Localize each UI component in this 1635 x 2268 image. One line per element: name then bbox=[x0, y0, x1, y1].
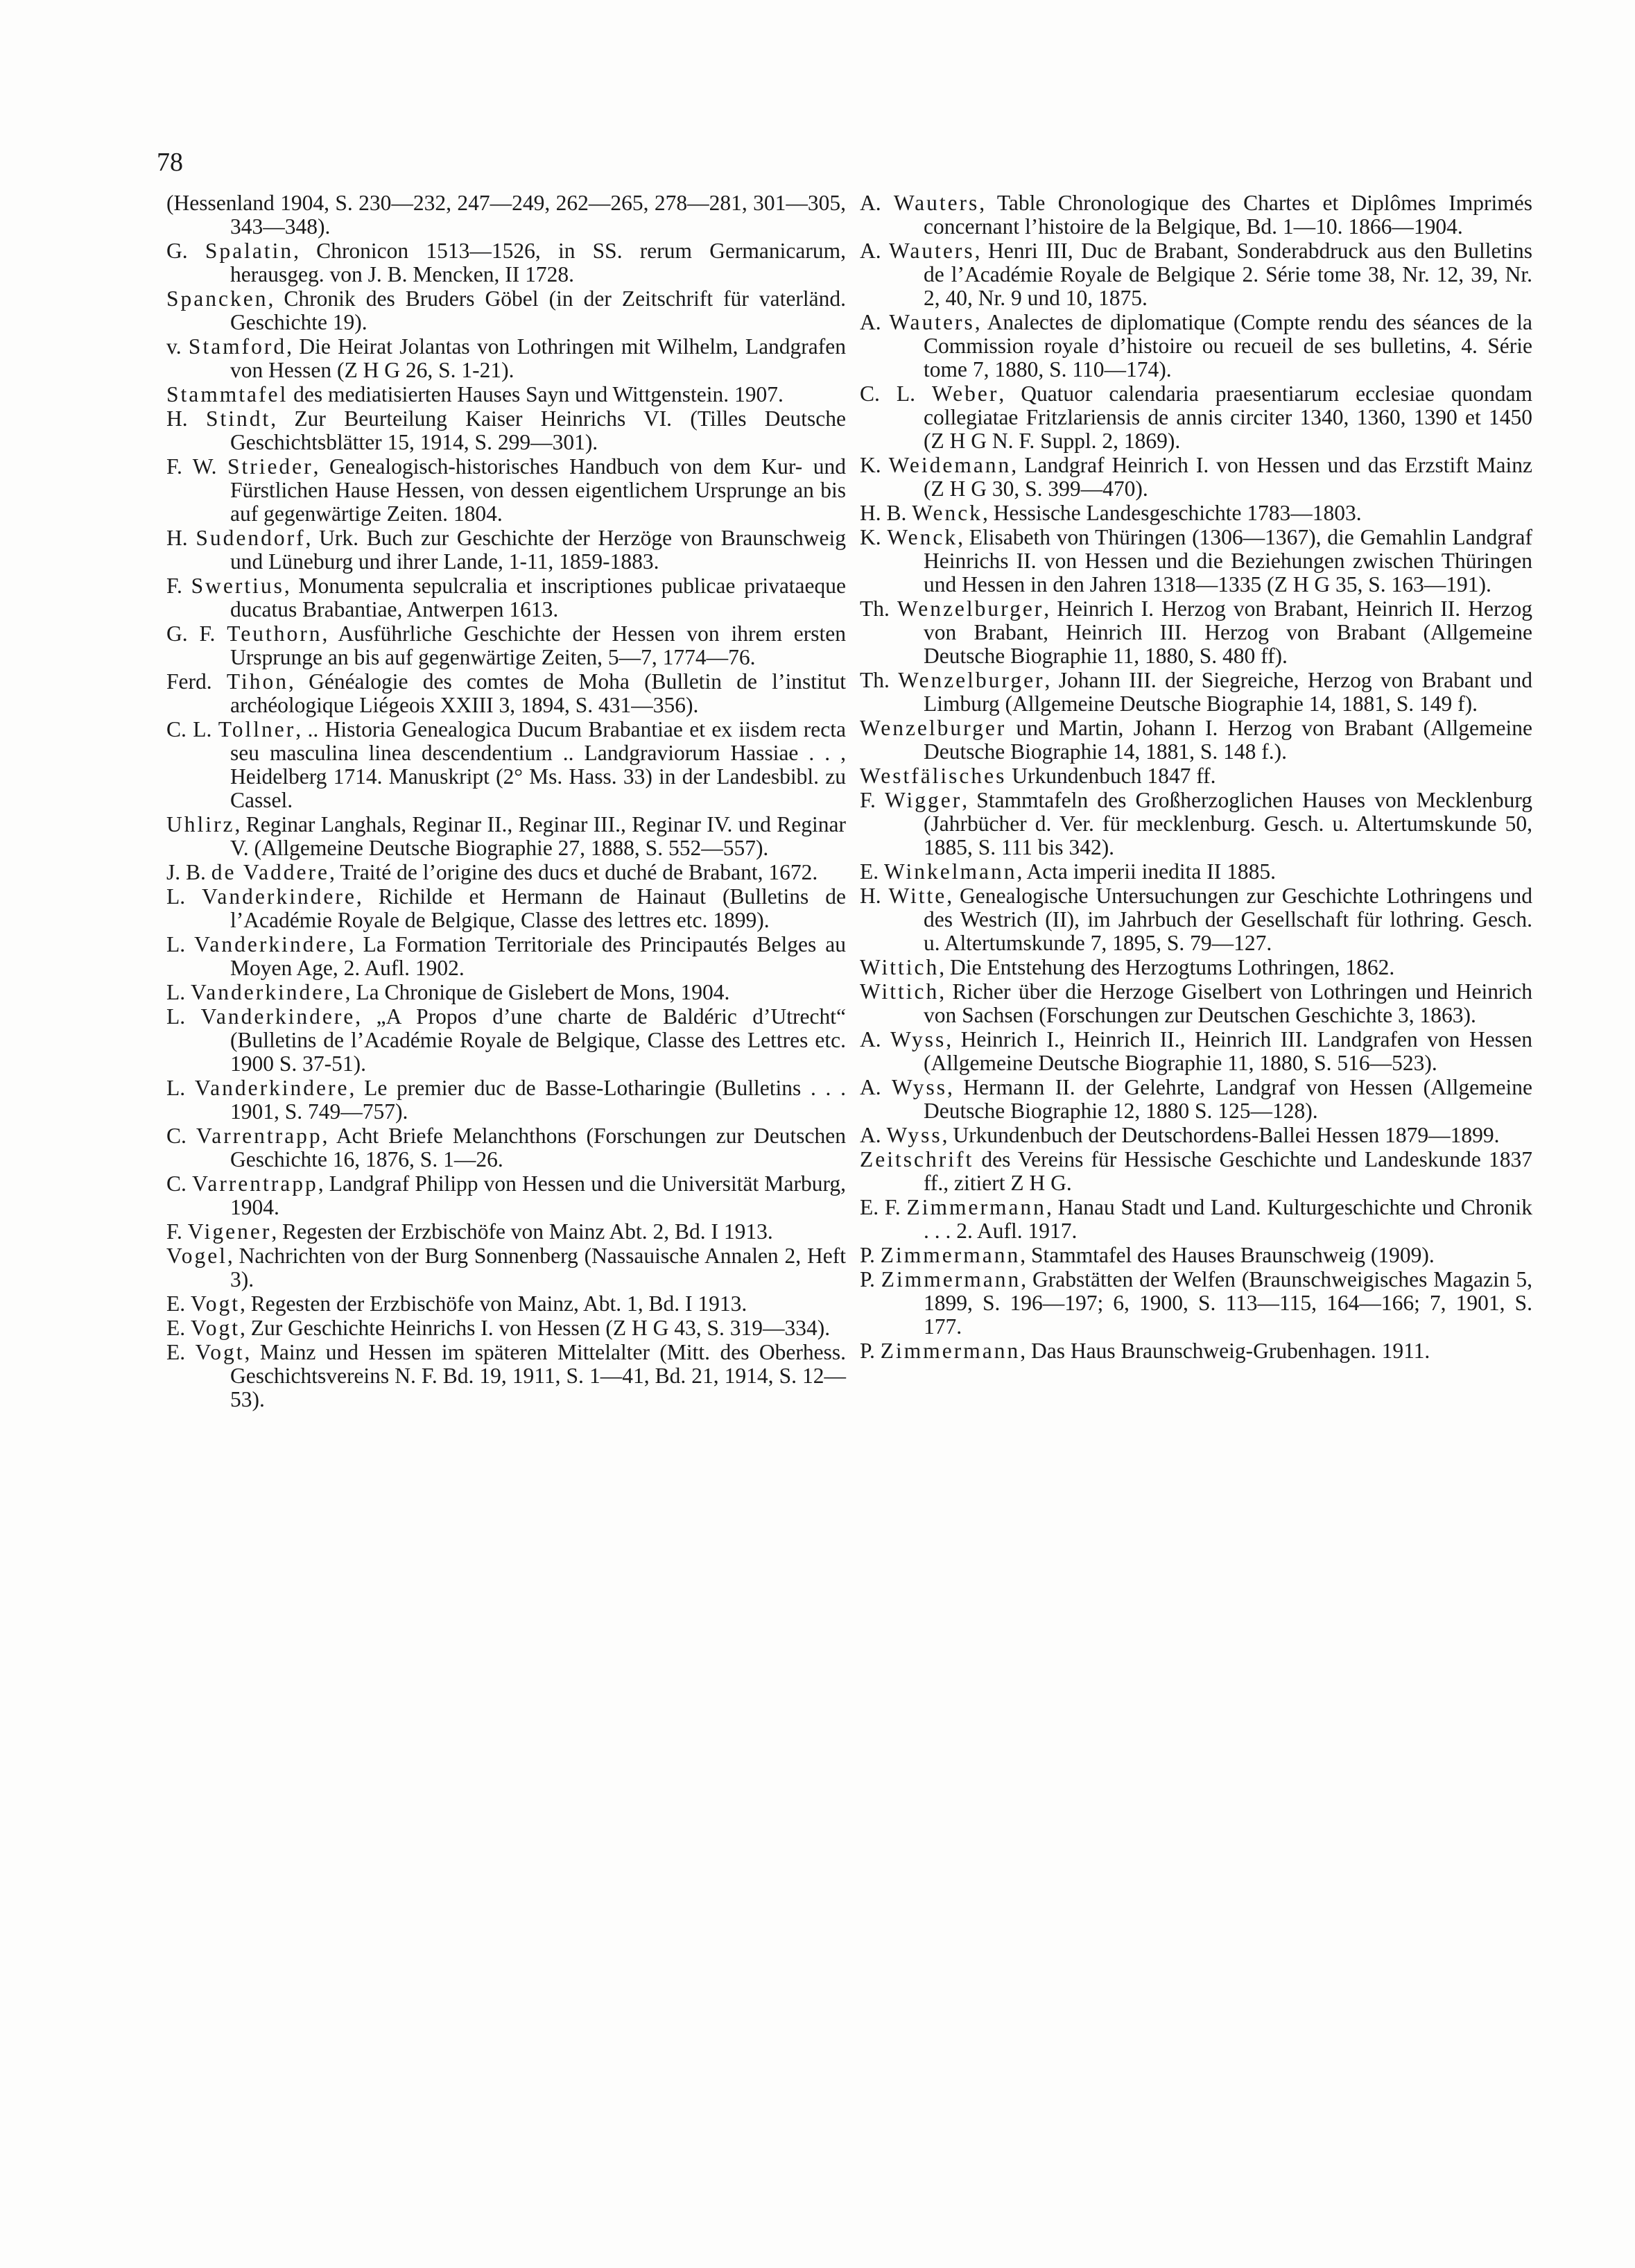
entry-text: , Regesten der Erzbischöfe von Mainz Abt. 2, Bd. I 1913. bbox=[271, 1219, 773, 1244]
entry-text: , Hermann II. der Gelehrte, Landgraf von Hessen (Allgemeine Deutsche Biographie 12, 1880 S. 125—128). bbox=[924, 1075, 1533, 1123]
bibliography-entry bbox=[166, 1341, 846, 1411]
entry-author: Wenzelburger bbox=[860, 716, 1007, 740]
entry-author: Weidemann bbox=[888, 453, 1012, 477]
entry-prefix: J. B. bbox=[166, 860, 211, 884]
entry-prefix: A. bbox=[860, 1027, 891, 1051]
bibliography-entry bbox=[860, 789, 1532, 859]
entry-prefix: E. bbox=[860, 859, 884, 884]
bibliography-entry bbox=[166, 1292, 846, 1316]
entry-text: , Reginar Langhals, Reginar II., Reginar III., Reginar IV. und Reginar V. (Allgemeine Deutsche Biographie 27, 1888, S. 552—557). bbox=[230, 812, 846, 860]
entry-author: Varrentrapp bbox=[192, 1171, 318, 1196]
entry-author: Uhlirz bbox=[166, 812, 235, 836]
entry-prefix: A. bbox=[860, 1075, 892, 1099]
entry-author: Wyss bbox=[891, 1075, 948, 1099]
entry-author: Wigger bbox=[885, 788, 962, 812]
bibliography-entry bbox=[860, 764, 1532, 788]
entry-author: de Vaddere bbox=[211, 860, 330, 884]
entry-text: , „A Propos d’une charte de Baldéric d’Utrecht“ (Bulletins de l’Académie Royale de Belgique, Classe des Lettres etc. 1900 S. 37-51). bbox=[230, 1004, 846, 1076]
entry-text: , Die Heirat Jolantas von Lothringen mit Wilhelm, Landgrafen von Hessen (Z H G 26, S. 1-21). bbox=[230, 334, 846, 382]
entry-prefix: F. bbox=[860, 788, 885, 812]
entry-author: Wauters bbox=[889, 310, 975, 334]
bibliography-entry bbox=[166, 239, 846, 286]
bibliography-entry bbox=[860, 1196, 1532, 1243]
entry-prefix: L. bbox=[166, 1076, 195, 1100]
entry-text: , Urk. Buch zur Geschichte der Herzöge von Braunschweig und Lüneburg und ihrer Lande, 1-11, 1859-1883. bbox=[230, 526, 846, 574]
entry-author: Zeitschrift bbox=[860, 1147, 974, 1171]
entry-prefix: H. bbox=[860, 884, 889, 908]
entry-text: , .. Historia Genealogica Ducum Brabantiae et ex iisdem recta seu masculina linea descendentium .. Landgraviorum Hassiae . . , Heidelberg 1714. Manuskript (2° Ms. Hass. 33) in der Landesbibl. zu Cassel. bbox=[230, 717, 846, 812]
entry-author: Zimmermann bbox=[906, 1195, 1046, 1219]
entry-text: , Regesten der Erzbischöfe von Mainz, Abt. 1, Bd. I 1913. bbox=[239, 1291, 747, 1316]
entry-author: Vanderkindere bbox=[200, 1004, 356, 1029]
entry-author: Vogt bbox=[195, 1340, 245, 1364]
entry-author: Spancken bbox=[166, 286, 268, 311]
bibliography-entry bbox=[166, 191, 846, 239]
entry-author: Vogt bbox=[191, 1291, 240, 1316]
entry-text: , Mainz und Hessen im späteren Mittelalter (Mitt. des Oberhess. Geschichtsvereins N. F. Bd. 19, 1911, S. 1—41, Bd. 21, 1914, S. 12—53). bbox=[230, 1340, 847, 1411]
entry-text: , Stammtafel des Hauses Braunschweig (1909). bbox=[1020, 1243, 1435, 1267]
bibliography-column-left bbox=[166, 191, 846, 1412]
bibliography-entry bbox=[860, 526, 1532, 596]
entry-author: Stammtafel bbox=[166, 382, 288, 406]
entry-prefix: L. bbox=[166, 884, 202, 909]
bibliography-entry bbox=[860, 1148, 1532, 1195]
entry-text: , Table Chronologique des Chartes et Diplômes Imprimés concernant l’histoire de la Belgique, Bd. 1—10. 1866—1904. bbox=[924, 191, 1532, 239]
entry-author: Zimmermann bbox=[881, 1267, 1021, 1291]
entry-author: Varrentrapp bbox=[196, 1124, 322, 1148]
entry-author: Wyss bbox=[886, 1123, 942, 1147]
bibliography-entry bbox=[860, 597, 1532, 668]
bibliography-entry bbox=[860, 860, 1532, 884]
bibliography-entry bbox=[860, 239, 1532, 310]
entry-prefix: H. bbox=[166, 406, 206, 431]
bibliography-entry bbox=[166, 1172, 846, 1219]
bibliography-entry bbox=[166, 718, 846, 812]
entry-text: , Chronicon 1513—1526, in SS. rerum Germanicarum, herausgeg. von J. B. Mencken, II 1728. bbox=[230, 239, 846, 286]
entry-author: Witte bbox=[888, 884, 947, 908]
entry-text: , Genealogisch-historisches Handbuch von dem Kur- und Fürstlichen Hause Hessen, von dessen eigentlichem Ursprunge an bis auf gegenwärtige Zeiten. 1804. bbox=[230, 454, 846, 526]
entry-prefix: L. bbox=[166, 932, 195, 956]
entry-text: , La Chronique de Gislebert de Mons, 1904. bbox=[345, 980, 730, 1004]
bibliography-entry bbox=[860, 191, 1532, 239]
entry-prefix: C. bbox=[166, 1124, 196, 1148]
entry-prefix: E. bbox=[166, 1291, 191, 1316]
entry-author: Vanderkindere bbox=[191, 980, 345, 1004]
entry-prefix: L. bbox=[166, 980, 191, 1004]
entry-prefix: Ferd. bbox=[166, 669, 227, 694]
entry-text: , Hanau Stadt und Land. Kulturgeschichte und Chronik . . . 2. Aufl. 1917. bbox=[924, 1195, 1532, 1243]
entry-prefix: Th. bbox=[860, 596, 897, 621]
bibliography-entry bbox=[166, 526, 846, 574]
entry-author: Stindt bbox=[205, 406, 271, 431]
entry-author: Wenck bbox=[912, 501, 983, 525]
entry-author: Vanderkindere bbox=[202, 884, 356, 909]
entry-text: , Das Haus Braunschweig-Grubenhagen. 1911. bbox=[1020, 1339, 1430, 1363]
entry-text: , Grabstätten der Welfen (Braunschweigisches Magazin 5, 1899, S. 196—197; 6, 1900, S. 113—115, 164—166; 7, 1901, S. 177. bbox=[924, 1267, 1532, 1339]
bibliography-entry bbox=[860, 716, 1532, 764]
entry-author: Wauters bbox=[889, 239, 975, 263]
bibliography-entry bbox=[860, 1028, 1532, 1075]
bibliography-entry bbox=[860, 980, 1532, 1027]
bibliography-entry bbox=[860, 884, 1532, 955]
bibliography-entry bbox=[860, 1244, 1532, 1267]
entry-text: (Hessenland 1904, S. 230—232, 247—249, 262—265, 278—281, 301—305, 343—348). bbox=[166, 191, 846, 239]
entry-text: des mediatisierten Hauses Sayn und Wittgenstein. 1907. bbox=[288, 382, 784, 406]
bibliography-column-right bbox=[860, 191, 1532, 1364]
entry-author: Zimmermann bbox=[880, 1339, 1021, 1363]
entry-author: Weber bbox=[931, 381, 999, 406]
entry-prefix: A. bbox=[860, 191, 894, 215]
entry-author: Tollner bbox=[218, 717, 296, 741]
entry-text: , Heinrich I. Herzog von Brabant, Heinrich II. Herzog von Brabant, Heinrich III. Herzog von Brabant (Allgemeine Deutsche Biographie 11, 1880, S. 480 ff). bbox=[924, 596, 1532, 668]
entry-prefix: C. L. bbox=[860, 381, 932, 406]
bibliography-entry bbox=[860, 1124, 1532, 1147]
entry-prefix: H. B. bbox=[860, 501, 912, 525]
entry-author: Vogel bbox=[166, 1244, 227, 1268]
entry-author: Swertius bbox=[191, 574, 284, 598]
entry-text: , Henri III, Duc de Brabant, Sonderabdruck aus den Bulletins de l’Académie Royale de Belgique 2. Série tome 38, Nr. 12, 39, Nr. 2, 40, Nr. 9 und 10, 1875. bbox=[924, 239, 1532, 310]
entry-text: , Johann III. der Siegreiche, Herzog von Brabant und Limburg (Allgemeine Deutsche Biographie 14, 1881, S. 149 f). bbox=[924, 668, 1532, 716]
entry-text: des Vereins für Hessische Geschichte und Landeskunde 1837 ff., zitiert Z H G. bbox=[924, 1147, 1532, 1195]
entry-author: Strieder bbox=[227, 454, 313, 479]
entry-author: Zimmermann bbox=[880, 1243, 1021, 1267]
bibliography-entry bbox=[166, 335, 846, 382]
entry-author: Stamford bbox=[188, 334, 287, 359]
bibliography-entry bbox=[166, 1124, 846, 1171]
entry-author: Tihon bbox=[226, 669, 288, 694]
bibliography-entry bbox=[166, 407, 846, 454]
bibliography-entry bbox=[166, 574, 846, 621]
entry-prefix: P. bbox=[860, 1339, 881, 1363]
bibliography-entry bbox=[860, 311, 1532, 381]
entry-prefix: P. bbox=[860, 1243, 881, 1267]
entry-text: , Généalogie des comtes de Moha (Bulletin de l’institut archéologique Liégeois XXIII 3, 1894, S. 431—356). bbox=[230, 669, 846, 717]
bibliography-entry bbox=[166, 933, 846, 980]
entry-text: , Traité de l’origine des ducs et duché de Brabant, 1672. bbox=[329, 860, 818, 884]
entry-text: , Zur Beurteilung Kaiser Heinrichs VI. (Tilles Deutsche Geschichtsblätter 15, 1914, S. 299—301). bbox=[230, 406, 846, 454]
entry-author: Wenzelburger bbox=[897, 596, 1044, 621]
entry-prefix: Th. bbox=[860, 668, 899, 692]
entry-author: Wenck bbox=[887, 525, 958, 549]
entry-text: , Le premier duc de Basse-Lotharingie (Bulletins . . . 1901, S. 749—757). bbox=[230, 1076, 846, 1124]
entry-author: Wyss bbox=[890, 1027, 946, 1051]
entry-author: Vigener bbox=[187, 1219, 272, 1244]
entry-author: Wauters bbox=[893, 191, 980, 215]
page-number: 78 bbox=[157, 148, 183, 177]
entry-author: Winkelmann bbox=[884, 859, 1017, 884]
bibliography-entry bbox=[166, 813, 846, 860]
entry-text: , Analectes de diplomatique (Compte rendu des séances de la Commission royale d’histoire ou recueil de ses bulletins, 4. Série tome 7, 1880, S. 110—174). bbox=[924, 310, 1532, 381]
bibliography-entry bbox=[860, 669, 1532, 716]
entry-text: und Martin, Johann I. Herzog von Brabant (Allgemeine Deutsche Biographie 14, 1881, S. 148 f.). bbox=[924, 716, 1532, 764]
entry-prefix: F. bbox=[166, 1219, 188, 1244]
bibliography-entry bbox=[166, 1005, 846, 1076]
entry-prefix: K. bbox=[860, 525, 888, 549]
entry-text: , Quatuor calendaria praesentiarum ecclesiae quondam collegiatae Fritzlariensis de annis circiter 1340, 1360, 1390 et 1450 (Z H G N. F. Suppl. 2, 1869). bbox=[924, 381, 1532, 453]
entry-prefix: E. bbox=[166, 1316, 191, 1340]
entry-text: , Heinrich I., Heinrich II., Heinrich III. Landgrafen von Hessen (Allgemeine Deutsche Biographie 11, 1880, S. 516—523). bbox=[924, 1027, 1532, 1075]
entry-prefix: F. W. bbox=[166, 454, 227, 479]
entry-text: , Landgraf Heinrich I. von Hessen und das Erzstift Mainz (Z H G 30, S. 399—470). bbox=[924, 453, 1532, 501]
entry-text: , Landgraf Philipp von Hessen und die Universität Marburg, 1904. bbox=[230, 1171, 846, 1219]
bibliography-entry bbox=[166, 670, 846, 717]
bibliography-entry bbox=[166, 1316, 846, 1340]
entry-text: , Ausführliche Geschichte der Hessen von ihrem ersten Ursprunge an bis auf gegenwärtige Zeiten, 5—7, 1774—76. bbox=[230, 621, 846, 669]
bibliography-entry bbox=[166, 1076, 846, 1124]
entry-prefix: H. bbox=[166, 526, 196, 550]
entry-text: , Genealogische Untersuchungen zur Geschichte Lothringens und des Westrich (II), im Jahrbuch der Gesellschaft für lothring. Gesch. u. Altertumskunde 7, 1895, S. 79—127. bbox=[924, 884, 1532, 955]
entry-text: , Zur Geschichte Heinrichs I. von Hessen (Z H G 43, S. 319—334). bbox=[239, 1316, 831, 1340]
entry-text: , Urkundenbuch der Deutschordens-Ballei Hessen 1879—1899. bbox=[942, 1123, 1500, 1147]
entry-text: , La Formation Territoriale des Principautés Belges au Moyen Age, 2. Aufl. 1902. bbox=[230, 932, 846, 980]
entry-prefix: F. bbox=[166, 574, 191, 598]
entry-text: , Stammtafeln des Großherzoglichen Hauses von Mecklenburg (Jahrbücher d. Ver. für mecklenburg. Gesch. u. Altertumskunde 50, 1885, S. 111 bis 342). bbox=[924, 788, 1532, 859]
entry-author: Sudendorf bbox=[196, 526, 306, 550]
entry-prefix: L. bbox=[166, 1004, 201, 1029]
bibliography-entry bbox=[860, 956, 1532, 979]
bibliography-entry bbox=[860, 454, 1532, 501]
entry-author: Wittich bbox=[860, 955, 940, 979]
bibliography-entry bbox=[860, 1268, 1532, 1339]
entry-prefix: C. bbox=[166, 1171, 193, 1196]
entry-text: , Hessische Landesgeschichte 1783—1803. bbox=[982, 501, 1362, 525]
bibliography-entry bbox=[166, 1220, 846, 1244]
bibliography-entry bbox=[166, 1244, 846, 1291]
entry-author: Vanderkindere bbox=[194, 1076, 349, 1100]
entry-author: Teuthorn bbox=[227, 621, 322, 646]
entry-text: , Acta imperii inedita II 1885. bbox=[1017, 859, 1276, 884]
entry-author: Vogt bbox=[191, 1316, 240, 1340]
bibliography-entry bbox=[860, 1076, 1532, 1123]
entry-author: Westfälisches bbox=[860, 764, 1007, 788]
entry-text: Urkundenbuch 1847 ff. bbox=[1006, 764, 1216, 788]
entry-author: Wittich bbox=[860, 979, 940, 1004]
entry-prefix: A. bbox=[860, 1123, 887, 1147]
bibliography-entry bbox=[166, 455, 846, 526]
bibliography-entry bbox=[166, 861, 846, 884]
bibliography-entry bbox=[166, 981, 846, 1004]
entry-text: , Chronik des Bruders Göbel (in der Zeitschrift für vaterländ. Geschichte 19). bbox=[230, 286, 846, 334]
entry-text: , Richer über die Herzoge Giselbert von Lothringen und Heinrich von Sachsen (Forschungen zur Deutschen Geschichte 3, 1863). bbox=[924, 979, 1532, 1027]
entry-text: , Die Entstehung des Herzogtums Lothringen, 1862. bbox=[939, 955, 1395, 979]
entry-prefix: P. bbox=[860, 1267, 881, 1291]
bibliography-entry bbox=[166, 622, 846, 669]
bibliography-entry bbox=[860, 382, 1532, 453]
entry-author: Wenzelburger bbox=[898, 668, 1045, 692]
bibliography-entry bbox=[166, 885, 846, 932]
entry-prefix: A. bbox=[860, 239, 890, 263]
entry-prefix: v. bbox=[166, 334, 189, 359]
entry-text: , Monumenta sepulcralia et inscriptiones publicae privataeque ducatus Brabantiae, Antwerpen 1613. bbox=[230, 574, 846, 621]
entry-prefix: E. F. bbox=[860, 1195, 907, 1219]
entry-text: , Nachrichten von der Burg Sonnenberg (Nassauische Annalen 2, Heft 3). bbox=[227, 1244, 846, 1291]
entry-text: , Richilde et Hermann de Hainaut (Bulletins de l’Académie Royale de Belgique, Classe des lettres etc. 1899). bbox=[230, 884, 846, 932]
entry-prefix: A. bbox=[860, 310, 890, 334]
entry-author: Spalatin bbox=[205, 239, 294, 263]
entry-prefix: K. bbox=[860, 453, 889, 477]
bibliography-entry bbox=[860, 1339, 1532, 1363]
entry-text: , Elisabeth von Thüringen (1306—1367), die Gemahlin Landgraf Heinrichs II. von Hessen und die Beziehungen zwischen Thüringen und Hessen in den Jahren 1318—1335 (Z H G 35, S. 163—191). bbox=[924, 525, 1532, 596]
entry-prefix: G. F. bbox=[166, 621, 227, 646]
entry-author: Vanderkindere bbox=[194, 932, 349, 956]
bibliography-entry bbox=[166, 383, 846, 406]
entry-prefix: E. bbox=[166, 1340, 196, 1364]
entry-prefix: G. bbox=[166, 239, 205, 263]
bibliography-entry bbox=[166, 287, 846, 334]
entry-prefix: C. L. bbox=[166, 717, 218, 741]
bibliography-entry bbox=[860, 501, 1532, 525]
entry-text: , Acht Briefe Melanchthons (Forschungen zur Deutschen Geschichte 16, 1876, S. 1—26. bbox=[230, 1124, 846, 1171]
